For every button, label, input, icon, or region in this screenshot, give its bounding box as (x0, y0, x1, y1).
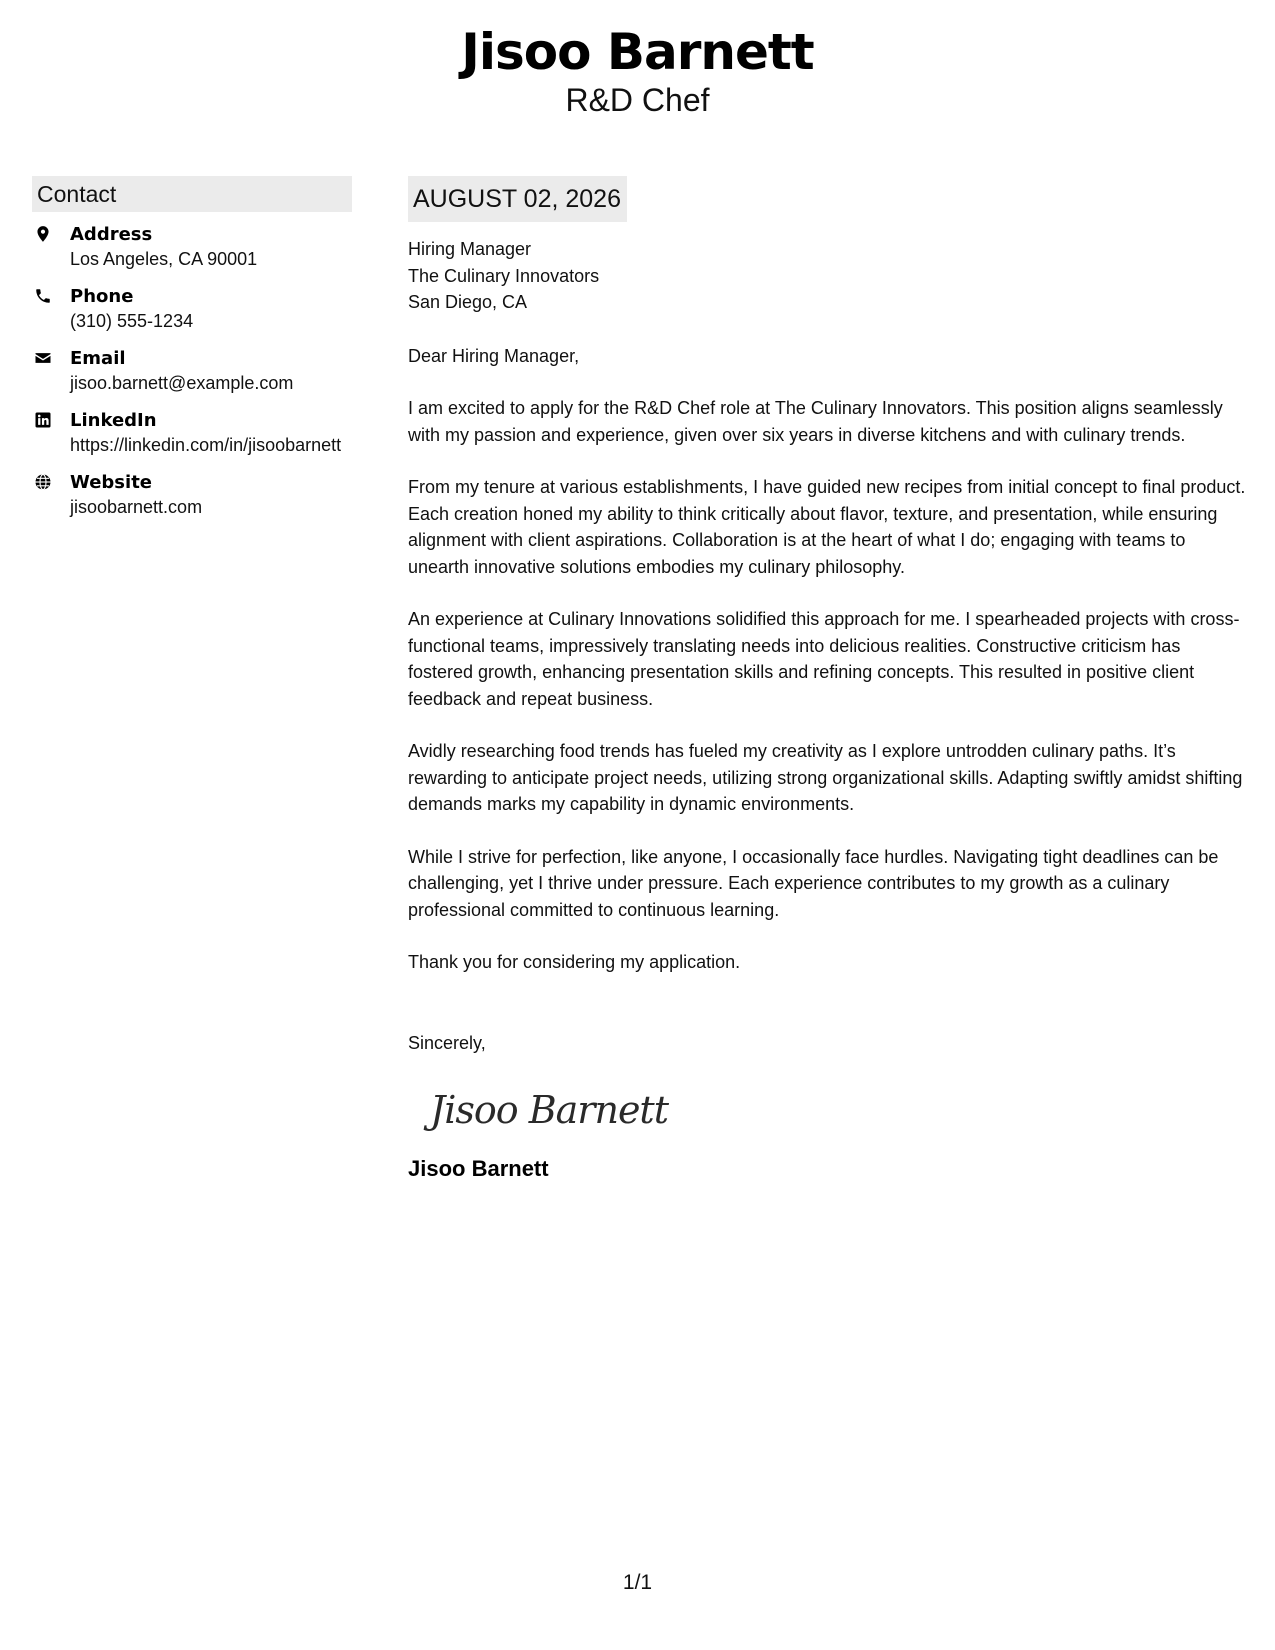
signer-name: Jisoo Barnett (408, 1156, 549, 1181)
address-value: Los Angeles, CA 90001 (70, 249, 258, 269)
salutation: Dear Hiring Manager, (408, 345, 580, 366)
handwritten-signature: Jisoo Barnett (430, 1088, 668, 1132)
recipient-line: Hiring Manager (408, 239, 532, 259)
job-title: R&D Chef (565, 82, 710, 118)
linkedin-label: LinkedIn (70, 410, 157, 431)
contact-sidebar (32, 176, 352, 532)
map-pin-icon (32, 222, 70, 243)
address-label: Address (70, 224, 153, 245)
contact-item-linkedin (32, 408, 352, 458)
website-value: jisoobarnett.com (70, 497, 203, 517)
phone-value: (310) 555-1234 (70, 311, 194, 331)
closing: Sincerely, (408, 1032, 486, 1053)
letter-date: AUGUST 02, 2026 (408, 176, 627, 222)
recipient-line: San Diego, CA (408, 292, 528, 312)
envelope-icon (32, 346, 70, 367)
recipient-block (408, 236, 1246, 316)
applicant-name: Jisoo Barnett (461, 23, 814, 81)
contact-item-email (32, 346, 352, 396)
linkedin-icon (32, 408, 70, 429)
globe-icon (32, 470, 70, 491)
email-label: Email (70, 348, 126, 369)
phone-label: Phone (70, 286, 134, 307)
email-value: jisoo.barnett@example.com (70, 373, 294, 393)
letter-paragraph: While I strive for perfection, like anyone, I occasionally face hurdles. Navigating tight deadlines can be challenging, yet I thrive under pressure. Each experience contributes to my growth as a culinary professional committed to continuous learning. (408, 846, 1219, 920)
linkedin-value: https://linkedin.com/in/jisoobarnett (70, 435, 342, 455)
contact-item-address (32, 222, 352, 272)
letter-paragraph: Avidly researching food trends has fueled my creativity as I explore untrodden culinary paths. It’s rewarding to anticipate project needs, utilizing strong organizational skills. Adapting swiftly amidst shifting demands marks my capability in dynamic environments. (408, 741, 1243, 814)
phone-icon (32, 284, 70, 305)
resume-header (0, 20, 1275, 118)
letter-paragraph: I am excited to apply for the R&D Chef role at The Culinary Innovators. This position aligns seamlessly with my passion and experience, given over six years in diverse kitchens and with culinary trends. (408, 398, 1223, 445)
contact-item-website (32, 470, 352, 520)
letter-paragraph: An experience at Culinary Innovations solidified this approach for me. I spearheaded projects with cross-functional teams, impressively translating needs into delicious realities. Constructive criticism has fostered growth, enhancing presentation skills and refining concepts. This resulted in positive client feedback and repeat business. (408, 609, 1240, 709)
contact-item-phone (32, 284, 352, 334)
letter-paragraph: Thank you for considering my application. (408, 952, 741, 972)
recipient-line: The Culinary Innovators (408, 265, 600, 286)
letter-body (408, 176, 1246, 1184)
contact-heading: Contact (32, 176, 352, 212)
page-number: 1/1 (622, 1571, 653, 1594)
website-label: Website (70, 472, 153, 493)
contact-list (32, 222, 352, 520)
letter-paragraph: From my tenure at various establishments, I have guided new recipes from initial concept to final product. Each creation honed my ability to think critically about flavor, texture, and presentation, while ensuring alignment with client aspirations. Collaboration is at the heart of what I do; engaging with teams to unearth innovative solutions embodies my culinary philosophy. (408, 477, 1246, 577)
